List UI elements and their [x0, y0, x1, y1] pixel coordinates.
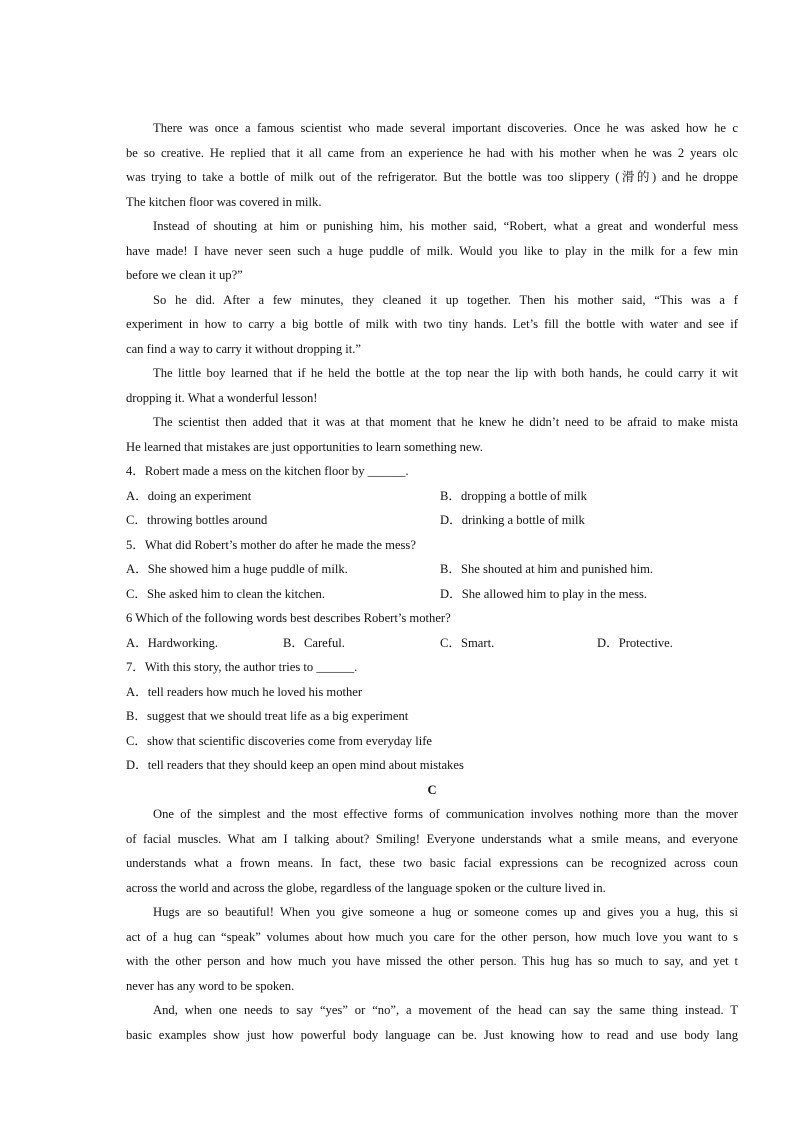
- text-line: dropping it. What a wonderful lesson!: [126, 390, 318, 405]
- passage-b: [126, 116, 738, 459]
- text-line: Instead of shouting at him or punishing him, his mother said, “Robert, what a great and wonderful mess: [153, 219, 738, 233]
- option-d: D．drinking a bottle of milk: [440, 513, 585, 527]
- text-line: across the world and across the globe, regardless of the language spoken or the culture lived in.: [126, 880, 606, 895]
- option-b: B．Careful.: [283, 635, 345, 650]
- question-stem: 4．Robert made a mess on the kitchen floor by ______.: [126, 464, 409, 478]
- option-a: A．tell readers how much he loved his mother: [126, 684, 363, 699]
- option-d: D．tell readers that they should keep an open mind about mistakes: [126, 758, 464, 772]
- option-row: [126, 631, 738, 656]
- text-line: of facial muscles. What am I talking about? Smiling! Everyone understands what a smile means, and everyone: [126, 831, 738, 846]
- text-line: There was once a famous scientist who made several important discoveries. Once he was asked how he c: [153, 121, 738, 135]
- option-a: A．doing an experiment: [126, 488, 252, 503]
- paragraph: [126, 214, 738, 288]
- paragraph: [126, 900, 738, 998]
- option-row: [126, 484, 738, 509]
- text-line: One of the simplest and the most effective forms of communication involves nothing more than the mover: [153, 807, 738, 821]
- text-line: never has any word to be spoken.: [126, 978, 295, 993]
- text-line: can find a way to carry it without dropping it.”: [126, 341, 362, 356]
- question-6: [126, 606, 738, 655]
- option-d: D．Protective.: [597, 635, 673, 650]
- paragraph: [126, 361, 738, 410]
- text-line: basic examples show just how powerful body language can be. Just knowing how to read and use body lang: [126, 1027, 738, 1042]
- paragraph: [126, 288, 738, 362]
- paragraph: [126, 998, 738, 1047]
- exam-text: [126, 116, 738, 1047]
- text-line: before we clean it up?”: [126, 268, 243, 282]
- option-b: B．She shouted at him and punished him.: [440, 562, 654, 576]
- option-a: A．She showed him a huge puddle of milk.: [126, 562, 348, 576]
- question-7: [126, 655, 738, 778]
- question-5: [126, 533, 738, 607]
- passage-c: [126, 802, 738, 1047]
- option-d: D．She allowed him to play in the mess.: [440, 586, 648, 601]
- paragraph: [126, 802, 738, 900]
- text-line: experiment in how to carry a big bottle of milk with two tiny hands. Let’s fill the bottle with water and see if: [126, 317, 738, 331]
- option-b: B．dropping a bottle of milk: [440, 488, 587, 503]
- text-line: So he did. After a few minutes, they cleaned it up together. Then his mother said, “This was a f: [153, 292, 738, 307]
- text-line: with the other person and how much you have missed the other person. This hug has so much to say, and yet t: [126, 954, 738, 968]
- question-stem: 7．With this story, the author tries to ______.: [126, 660, 358, 674]
- text-line: have made! I have never seen such a huge puddle of milk. Would you like to play in the milk for a few min: [126, 243, 738, 258]
- paragraph: [126, 116, 738, 214]
- question-4: [126, 459, 738, 533]
- option-a: A．Hardworking.: [126, 635, 218, 650]
- option-c: C．Smart.: [440, 635, 495, 650]
- question-stem: 5．What did Robert’s mother do after he made the mess?: [126, 537, 416, 552]
- text-line: was trying to take a bottle of milk out of the refrigerator. But the bottle was too slippery (滑的) and he droppe: [126, 170, 738, 184]
- text-line: The scientist then added that it was at that moment that he knew he didn’t need to be afraid to make mista: [153, 415, 738, 429]
- text-line: be so creative. He replied that it all came from an experience he had with his mother when he was 2 years olc: [126, 145, 738, 160]
- text-line: The little boy learned that if he held the bottle at the top near the lip with both hands, he could carry it wit: [153, 366, 738, 380]
- text-line: Hugs are so beautiful! When you give someone a hug or someone comes up and gives you a hug, this si: [153, 905, 738, 919]
- option-c: C．throwing bottles around: [126, 513, 268, 527]
- option-b: B．suggest that we should treat life as a big experiment: [126, 709, 409, 723]
- text-line: And, when one needs to say “yes” or “no”, a movement of the head can say the same thing instead. T: [153, 1003, 738, 1017]
- text-line: The kitchen floor was covered in milk.: [126, 194, 322, 209]
- text-line: understands what a frown means. In fact, these two basic facial expressions can be recognized across coun: [126, 856, 738, 870]
- paragraph: [126, 410, 738, 459]
- option-c: C．show that scientific discoveries come from everyday life: [126, 733, 433, 748]
- text-line: act of a hug can “speak” volumes about how much you care for the other person, how much love you want to s: [126, 929, 738, 944]
- option-row: [126, 508, 738, 533]
- option-row: [126, 557, 738, 582]
- section-title: C: [427, 782, 437, 797]
- option-c: C．She asked him to clean the kitchen.: [126, 586, 326, 601]
- question-stem: 6 Which of the following words best describes Robert’s mother?: [126, 611, 451, 625]
- option-row: [126, 582, 738, 607]
- text-line: He learned that mistakes are just opportunities to learn something new.: [126, 439, 483, 454]
